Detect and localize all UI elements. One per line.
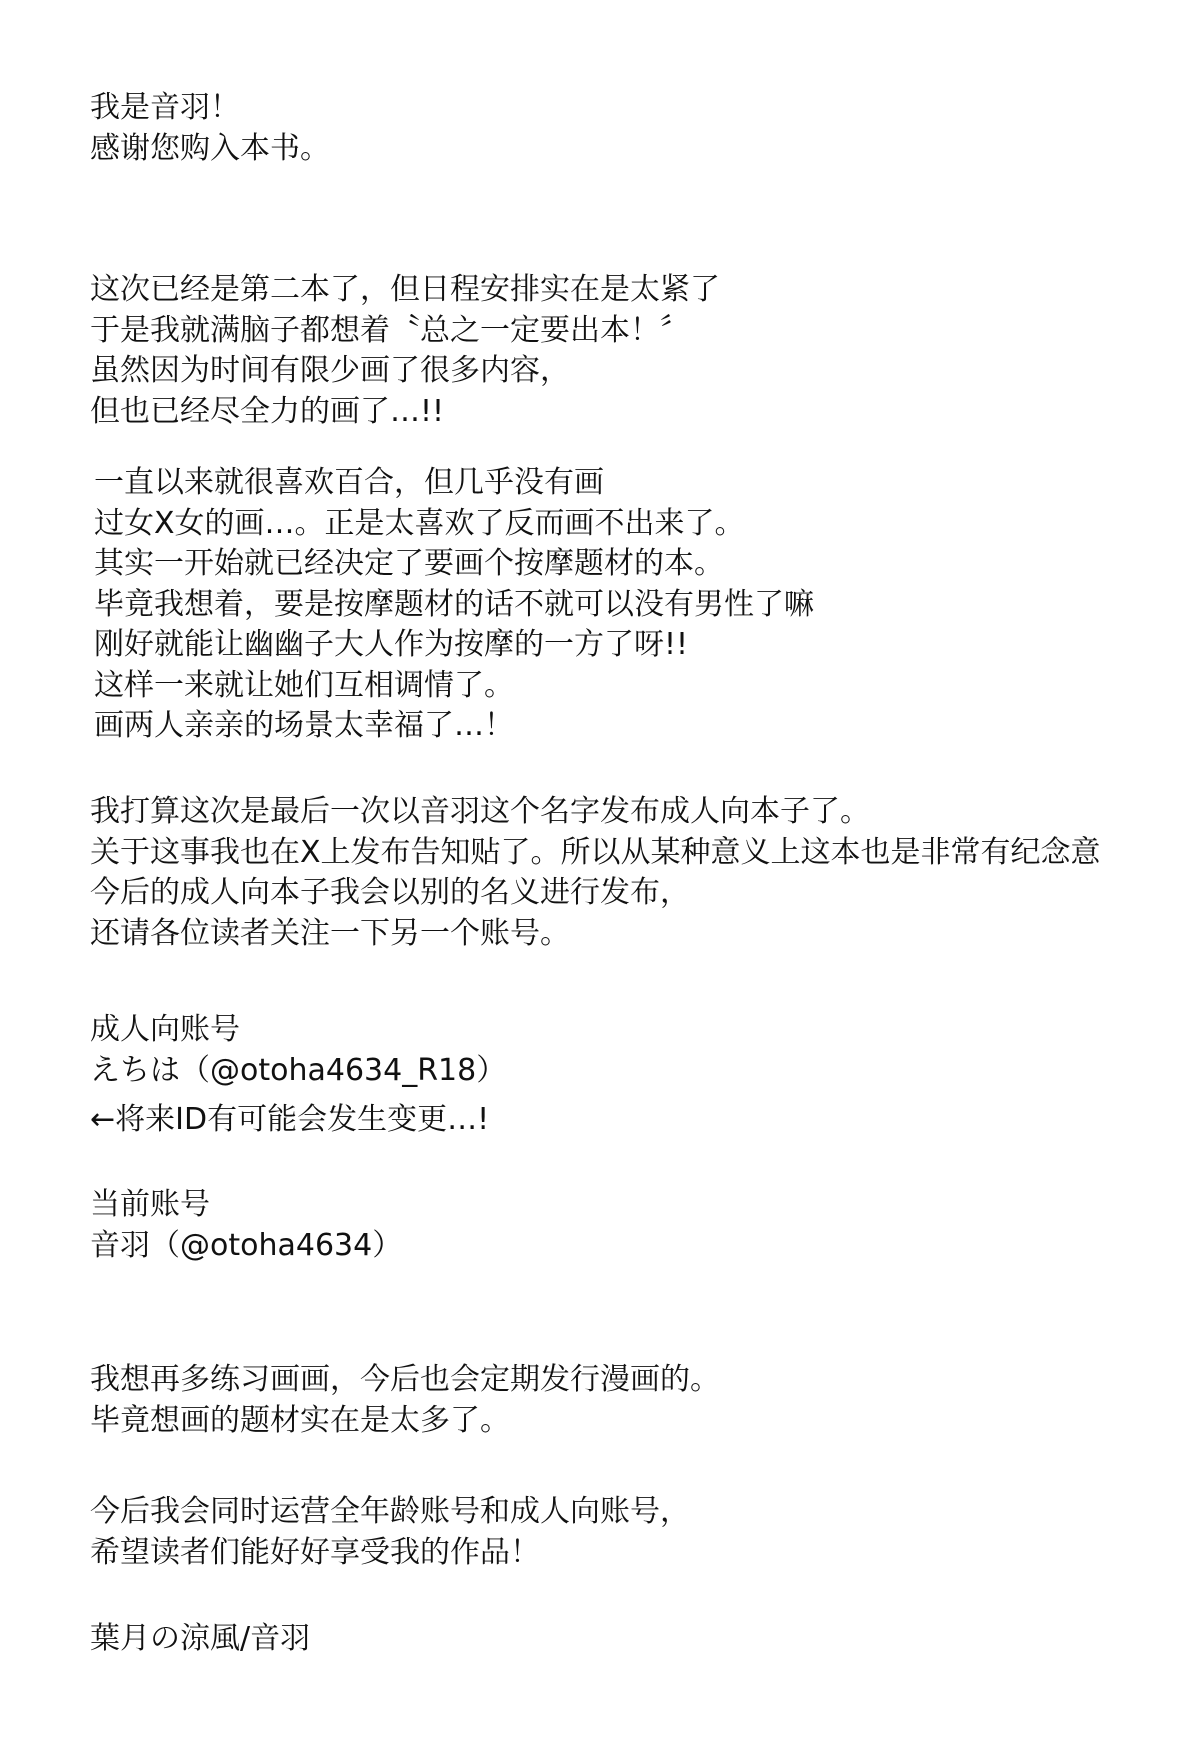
current-account-handle: 音羽（@otoha4634）: [90, 1227, 403, 1263]
signature-text: 葉月の涼風/音羽: [90, 1621, 311, 1656]
text-line: 我是音羽！: [90, 90, 240, 125]
greeting-block: [90, 88, 330, 169]
text-line: 但也已经尽全力的画了…!!: [90, 393, 445, 429]
text-line: 这样一来就让她们互相调情了。: [94, 667, 514, 703]
text-line: 感谢您购入本书。: [90, 130, 330, 166]
paragraph-practice: [90, 1360, 720, 1441]
text-line: 其实一开始就已经决定了要画个按摩题材的本。: [94, 546, 724, 581]
text-line: 关于这事我也在X上发布告知贴了。所以从某种意义上这本也是非常有纪念意: [90, 834, 1101, 870]
text-line: 于是我就满脑子都想着〝总之一定要出本！〞: [90, 312, 690, 348]
text-line: 希望读者们能好好享受我的作品！: [90, 1534, 540, 1570]
adult-account-note: ←将来ID有可能会发生变更…!: [90, 1102, 490, 1137]
text-line: 毕竟想画的题材实在是太多了。: [90, 1402, 510, 1438]
text-line: 过女X女的画…。正是太喜欢了反而画不出来了。: [94, 505, 745, 541]
paragraph-schedule: [90, 270, 720, 432]
text-line: 一直以来就很喜欢百合，但几乎没有画: [94, 465, 604, 500]
text-line: 这次已经是第二本了，但日程安排实在是太紧了: [90, 272, 720, 307]
text-line: 我想再多练习画画，今后也会定期发行漫画的。: [90, 1362, 720, 1397]
text-line: 刚好就能让幽幽子大人作为按摩的一方了呀!!: [94, 627, 689, 662]
text-line: 我打算这次是最后一次以音羽这个名字发布成人向本子了。: [90, 794, 870, 829]
paragraph-closing: [90, 1492, 690, 1573]
adult-account-handle: えちは（@otoha4634_R18）: [90, 1052, 507, 1088]
signature: [90, 1619, 310, 1660]
text-line: 画两人亲亲的场景太幸福了…！: [94, 708, 514, 743]
current-account-label: 当前账号: [90, 1187, 210, 1222]
text-line: 今后的成人向本子我会以别的名义进行发布，: [90, 875, 690, 910]
current-account-block: [90, 1185, 402, 1266]
text-line: 今后我会同时运营全年龄账号和成人向账号，: [90, 1494, 690, 1529]
adult-account-label: 成人向账号: [90, 1012, 240, 1047]
text-line: 虽然因为时间有限少画了很多内容，: [90, 353, 570, 388]
text-line: 毕竟我想着，要是按摩题材的话不就可以没有男性了嘛: [94, 586, 814, 622]
paragraph-yuri: [94, 463, 814, 747]
paragraph-announcement: [90, 792, 1101, 954]
adult-account-block: [90, 1010, 506, 1141]
text-line: 还请各位读者关注一下另一个账号。: [90, 915, 570, 951]
